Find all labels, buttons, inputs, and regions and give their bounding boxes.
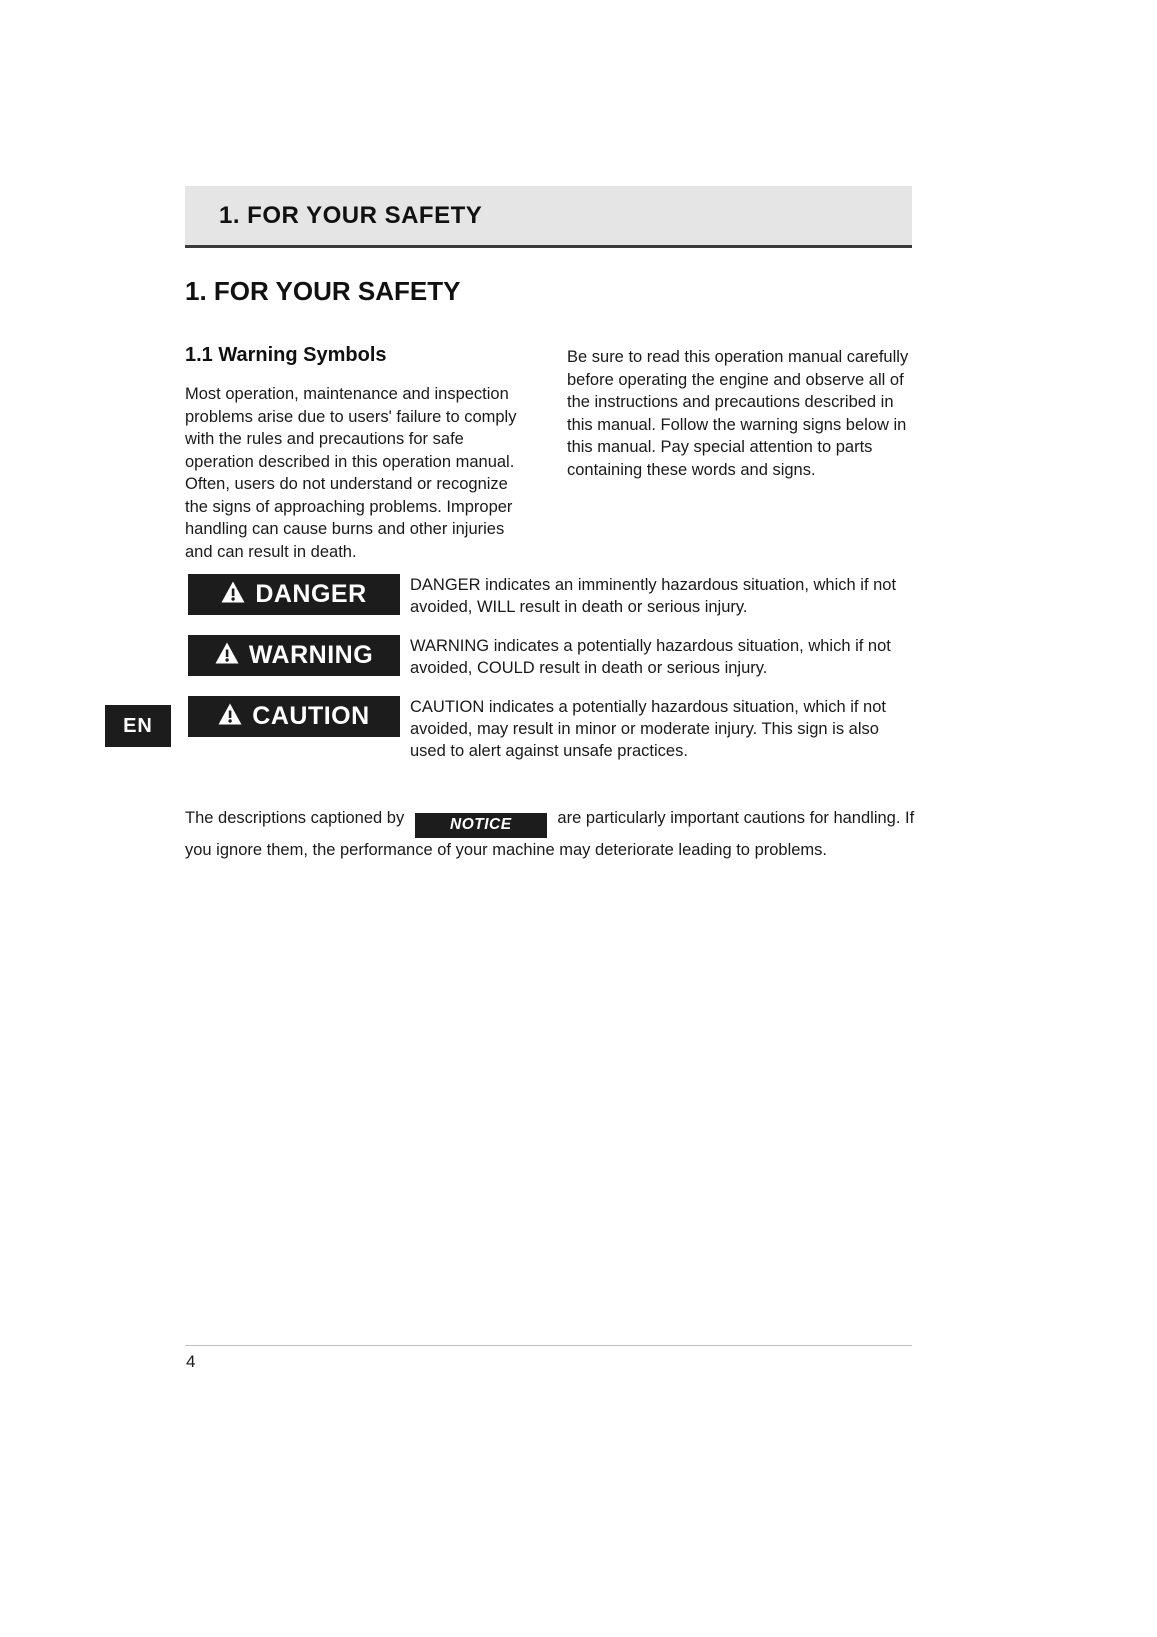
danger-banner xyxy=(188,574,400,615)
notice-badge: NOTICE xyxy=(415,813,547,838)
warning-triangle-icon xyxy=(215,642,239,669)
chapter-header-banner xyxy=(185,186,912,248)
intro-right-paragraph: Be sure to read this operation manual carefully before operating the engine and observe all of the instructions and precautions described in this manual. Follow the warning signs below in this manual. Pay special attention to parts containing these words and signs. xyxy=(567,348,909,479)
notice-prefix-text: The descriptions captioned by xyxy=(185,809,405,827)
footer-divider xyxy=(185,1345,912,1346)
danger-description: DANGER indicates an imminently hazardous situation, which if not avoided, WILL result in death or serious injury. xyxy=(410,576,897,616)
intro-left-column xyxy=(185,344,535,563)
warning-banner xyxy=(188,635,400,676)
notice-paragraph xyxy=(185,806,925,862)
caution-row xyxy=(188,696,912,762)
language-badge: EN xyxy=(105,705,171,747)
page-title: 1. FOR YOUR SAFETY xyxy=(185,276,461,306)
intro-columns xyxy=(185,344,912,563)
page-number: 4 xyxy=(186,1352,196,1371)
caution-label: CAUTION xyxy=(252,702,370,730)
danger-label: DANGER xyxy=(255,580,367,608)
warning-description: WARNING indicates a potentially hazardous situation, which if not avoided, COULD result in death or serious injury. xyxy=(410,637,891,677)
warning-triangle-icon xyxy=(218,703,242,730)
danger-row xyxy=(188,574,912,618)
warning-triangle-icon xyxy=(221,581,245,608)
intro-left-paragraph: Most operation, maintenance and inspection problems arise due to users' failure to comply with the rules and precautions for safe operation described in this operation manual. Often, users do not understand or recognize the signs of approaching problems. Improper handling can cause burns and other injuries and can result in death. xyxy=(185,385,517,561)
warning-row xyxy=(188,635,912,679)
intro-right-column xyxy=(567,344,912,563)
caution-description: CAUTION indicates a potentially hazardous situation, which if not avoided, may result in minor or moderate injury. This sign is also used to alert against unsafe practices. xyxy=(410,698,886,760)
section-heading: 1.1 Warning Symbols xyxy=(185,344,387,366)
warning-label: WARNING xyxy=(248,641,374,669)
caution-banner xyxy=(188,696,400,737)
notice-suffix-text: are particularly important cautions for handling. If you ignore them, the performance of your machine may deteriorate leading to problems. xyxy=(185,809,915,859)
warning-symbols-list xyxy=(188,574,912,779)
chapter-header-title: 1. FOR YOUR SAFETY xyxy=(219,201,483,229)
